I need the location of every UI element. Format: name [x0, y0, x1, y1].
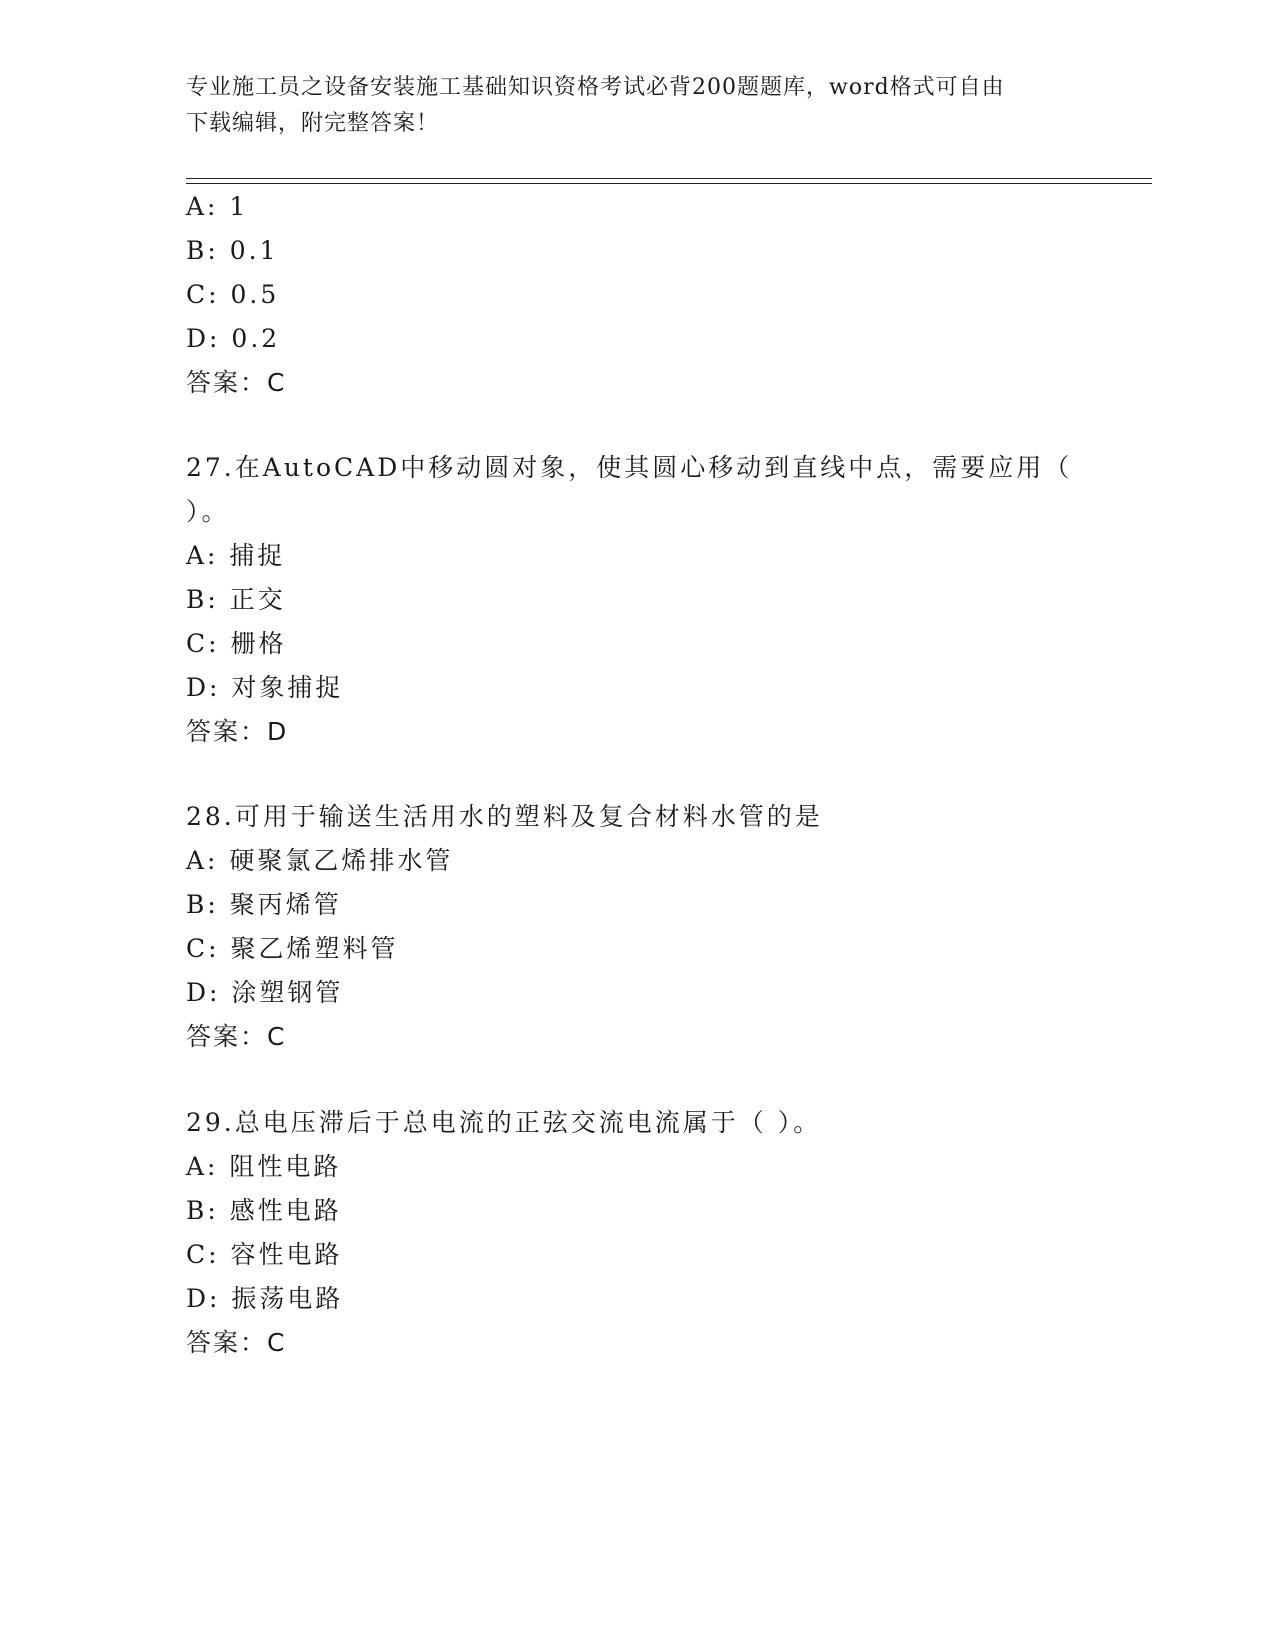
q26-option-a: A: 1	[186, 192, 249, 221]
header-line-2: 下载编辑，附完整答案！	[186, 111, 440, 136]
header-divider-bottom	[186, 183, 1152, 184]
q28-option-c: C: 聚乙烯塑料管	[186, 934, 399, 963]
q26-option-d: D: 0.2	[186, 324, 281, 353]
q26-answer: 答案：C	[186, 368, 287, 397]
q27-option-a: A: 捕捉	[186, 541, 286, 570]
q29-question-line-1: 29.总电压滞后于总电流的正弦交流电流属于（ ）。	[186, 1108, 822, 1137]
q27-option-d: D: 对象捕捉	[186, 673, 344, 702]
q29-option-a: A: 阻性电路	[186, 1152, 342, 1181]
header-line-1: 专业施工员之设备安装施工基础知识资格考试必背200题题库，word格式可自由	[186, 75, 1005, 100]
q28-option-d: D: 涂塑钢管	[186, 978, 344, 1007]
header-divider-top	[186, 178, 1152, 179]
q28-answer: 答案：C	[186, 1022, 287, 1051]
q27-question-line-1: 27.在AutoCAD中移动圆对象，使其圆心移动到直线中点，需要应用（	[186, 453, 1073, 482]
q27-answer: 答案：D	[186, 717, 289, 746]
q27-option-b: B: 正交	[186, 585, 286, 614]
document-header	[186, 70, 1066, 142]
q28-question-line-1: 28.可用于输送生活用水的塑料及复合材料水管的是	[186, 802, 823, 831]
q28-option-a: A: 硬聚氯乙烯排水管	[186, 846, 454, 875]
q29-answer: 答案：C	[186, 1328, 287, 1357]
q29-option-d: D: 振荡电路	[186, 1284, 344, 1313]
q28-option-b: B: 聚丙烯管	[186, 890, 342, 919]
q26-option-c: C: 0.5	[186, 280, 280, 309]
q26-option-b: B: 0.1	[186, 236, 279, 265]
q29-option-b: B: 感性电路	[186, 1196, 342, 1225]
q29-option-c: C: 容性电路	[186, 1240, 343, 1269]
q27-question-line-2: ）。	[186, 497, 230, 526]
q27-option-c: C: 栅格	[186, 629, 287, 658]
